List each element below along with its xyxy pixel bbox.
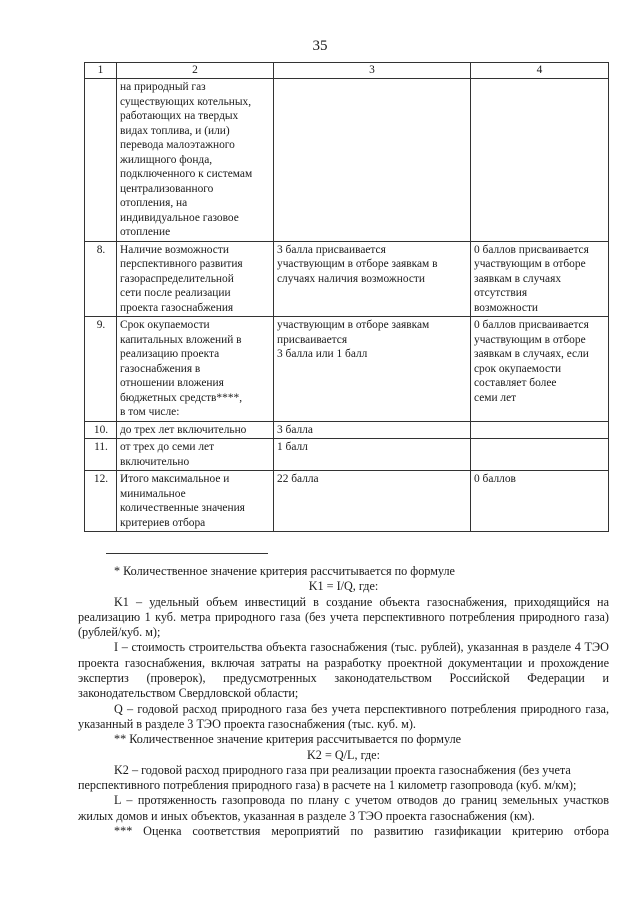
zero-score-cell: [471, 421, 609, 439]
table-row: [85, 471, 609, 532]
row-number: 10.: [85, 421, 117, 439]
row-number: 9.: [85, 317, 117, 422]
row-number: 12.: [85, 471, 117, 532]
header-cell: 2: [117, 63, 274, 79]
definition-k2: K2 – годовой расход природного газа при реализации проекта газоснабжения (без учета перспективного потребления природного газа) в расчете на 1 километр газопровода (куб. м/км);: [78, 762, 577, 793]
definition-q: Q – годовой расход природного газа без учета перспективного потребления природного газа, указанный в разделе 3 ТЭО проекта газоснабжения (тыс. куб. м).: [78, 701, 609, 731]
header-cell: 1: [85, 63, 117, 79]
score-cell: 3 балла: [274, 421, 471, 439]
zero-score-cell: 0 баллов присваивается участвующим в отборе заявкам в случаях, если срок окупаемости составляет более семи лет: [471, 317, 609, 422]
table-row: [85, 317, 609, 422]
criterion-cell: Срок окупаемости капитальных вложений в реализацию проекта газоснабжения в отношении вложения бюджетных средств****, в том числе:: [117, 317, 274, 422]
criterion-cell: Итого максимальное и минимальное количественные значения критериев отбора: [117, 471, 274, 532]
score-cell: 22 балла: [274, 471, 471, 532]
footnote-2-title: ** Количественное значение критерия рассчитывается по формуле: [114, 732, 462, 747]
criterion-cell: Наличие возможности перспективного развития газораспределительной сети после реализации проекта газоснабжения: [117, 241, 274, 317]
definition-k1: K1 – удельный объем инвестиций в создание объекта газоснабжения, приходящийся на реализацию 1 куб. метра природного газа (без учета перспективного потребления природного газа) (рублей/куб. м);: [78, 594, 609, 640]
criterion-cell: на природный газ существующих котельных, работающих на твердых видах топлива, и (или) перевода малоэтажного жилищного фонда, подключенного к системам централизованного отопления, на индивидуальное газовое отопление: [117, 79, 274, 242]
criteria-table: [84, 62, 609, 532]
table-row: [85, 241, 609, 317]
zero-score-cell: [471, 439, 609, 471]
header-cell: 3: [274, 63, 471, 79]
table-row: [85, 439, 609, 471]
footnotes: [78, 564, 609, 839]
zero-score-cell: 0 баллов присваивается участвующим в отборе заявкам в случаях отсутствия возможности: [471, 241, 609, 317]
formula-k1: K1 = I/Q, где:: [308, 579, 379, 594]
definition-i: I – стоимость строительства объекта газоснабжения (тыс. рублей), указанная в разделе 4 ТЭО проекта газоснабжения, включая затраты на разработку проектной документации и прохождение экспертиз (проверок), предусмотренных законодательством Российской Федерации и законодательством Свердловской области;: [78, 640, 609, 701]
score-cell: [274, 79, 471, 242]
score-cell: 1 балл: [274, 439, 471, 471]
criterion-cell: до трех лет включительно: [117, 421, 274, 439]
row-number: [85, 79, 117, 242]
footnote-1-title: * Количественное значение критерия рассчитывается по формуле: [114, 564, 455, 578]
header-cell: 4: [471, 63, 609, 79]
score-cell: 3 балла присваивается участвующим в отборе заявкам в случаях наличия возможности: [274, 241, 471, 317]
row-number: 8.: [85, 241, 117, 317]
score-cell: участвующим в отборе заявкам присваивается 3 балла или 1 балл: [274, 317, 471, 422]
definition-l: L – протяженность газопровода по плану с учетом отводов до границ земельных участков жилых домов и иных объектов, указанная в разделе 3 ТЭО проекта газоснабжения (км).: [78, 793, 609, 823]
table-row: [85, 421, 609, 439]
row-number: 11.: [85, 439, 117, 471]
zero-score-cell: [471, 79, 609, 242]
zero-score-cell: 0 баллов: [471, 471, 609, 532]
footnote-separator: [106, 553, 268, 554]
page-number: 35: [312, 38, 328, 54]
table-header-row: [85, 63, 609, 79]
table-row: [85, 79, 609, 242]
criterion-cell: от трех до семи лет включительно: [117, 439, 274, 471]
formula-k2: K2 = Q/L, где:: [307, 747, 380, 762]
footnote-3-start: *** Оценка соответствия мероприятий по развитию газификации критерию отбора: [114, 824, 609, 839]
